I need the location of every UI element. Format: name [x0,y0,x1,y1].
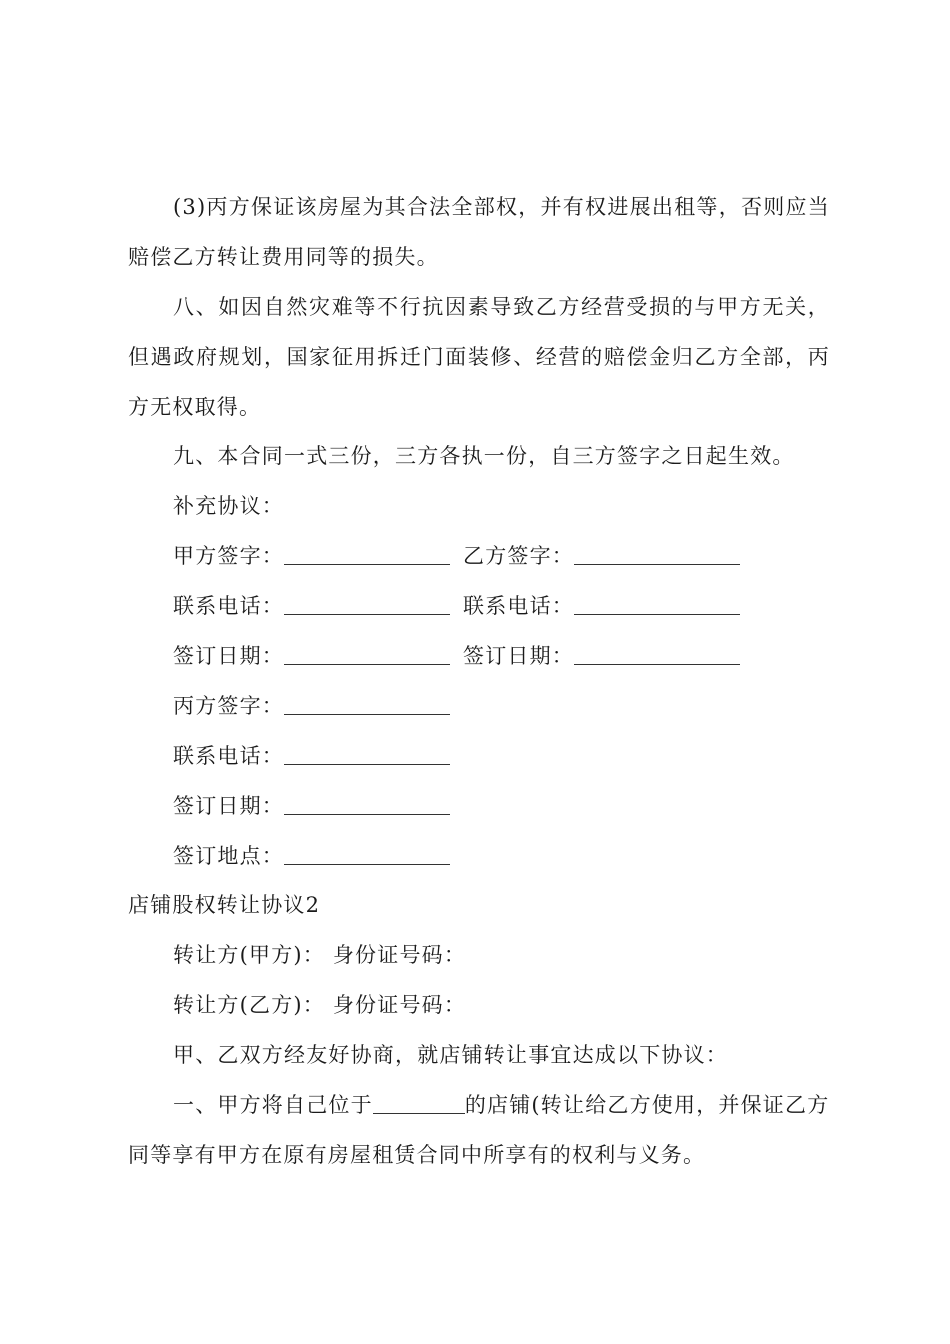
paragraph-9: 九、本合同一式三份，三方各执一份，自三方签字之日起生效。 [173,444,795,468]
party-c-place-row [173,841,450,871]
party-c-phone-blank [284,744,450,765]
party-a-signature-row [173,541,450,571]
shop-location-blank [373,1093,465,1114]
party-a-date-blank [284,644,450,665]
party-a-phone-row [173,591,450,621]
clause-1-line-2: 同等享有甲方在原有房屋租赁合同中所享有的权利与义务。 [128,1143,706,1167]
party-c-date-row [173,791,450,821]
party-b-phone-blank [574,594,740,615]
party-a-phone-label: 联系电话： [173,594,284,618]
clause-1-suffix: 的店铺(转让给乙方使用，并保证乙方 [464,1093,830,1117]
party-b-sign-blank [574,544,740,565]
party-c-place-label: 签订地点： [173,844,284,868]
agreement-intro: 甲、乙双方经友好协商，就店铺转让事宜达成以下协议： [173,1043,728,1067]
party-b-phone-row [463,591,740,621]
paragraph-8-line-1: 八、如因自然灾难等不行抗因素导致乙方经营受损的与甲方无关， [173,295,830,319]
party-b-phone-label: 联系电话： [463,594,574,618]
paragraph-3-line-2: 赔偿乙方转让费用同等的损失。 [128,245,439,269]
party-b-date-blank [574,644,740,665]
party-b-sign-label: 乙方签字： [463,544,574,568]
party-b-date-label: 签订日期： [463,644,574,668]
party-b-date-row [463,641,740,671]
party-b-signature-row [463,541,740,571]
party-a-sign-blank [284,544,450,565]
section-2-title: 店铺股权转让协议2 [128,893,321,917]
party-c-sign-blank [284,694,450,715]
clause-1-prefix: 一、甲方将自己位于 [173,1093,373,1117]
party-a-date-label: 签订日期： [173,644,284,668]
paragraph-8-line-2: 但遇政府规划，国家征用拆迁门面装修、经营的赔偿金归乙方全部，丙 [128,345,830,369]
party-c-place-blank [284,844,450,865]
party-c-date-label: 签订日期： [173,794,284,818]
party-a-phone-blank [284,594,450,615]
party-c-sign-label: 丙方签字： [173,694,284,718]
paragraph-3-line-1: (3)丙方保证该房屋为其合法全部权，并有权进展出租等，否则应当 [173,195,830,219]
clause-1-line-1 [173,1090,829,1120]
supplement-heading: 补充协议： [173,494,284,518]
party-a-sign-label: 甲方签字： [173,544,284,568]
transferor-party-a: 转让方(甲方)： 身份证号码： [173,943,467,967]
transferee-party-b: 转让方(乙方)： 身份证号码： [173,993,467,1017]
party-c-phone-row [173,741,450,771]
party-c-date-blank [284,794,450,815]
party-c-phone-label: 联系电话： [173,744,284,768]
party-c-signature-row [173,691,450,721]
paragraph-8-line-3: 方无权取得。 [128,395,262,419]
party-a-date-row [173,641,450,671]
